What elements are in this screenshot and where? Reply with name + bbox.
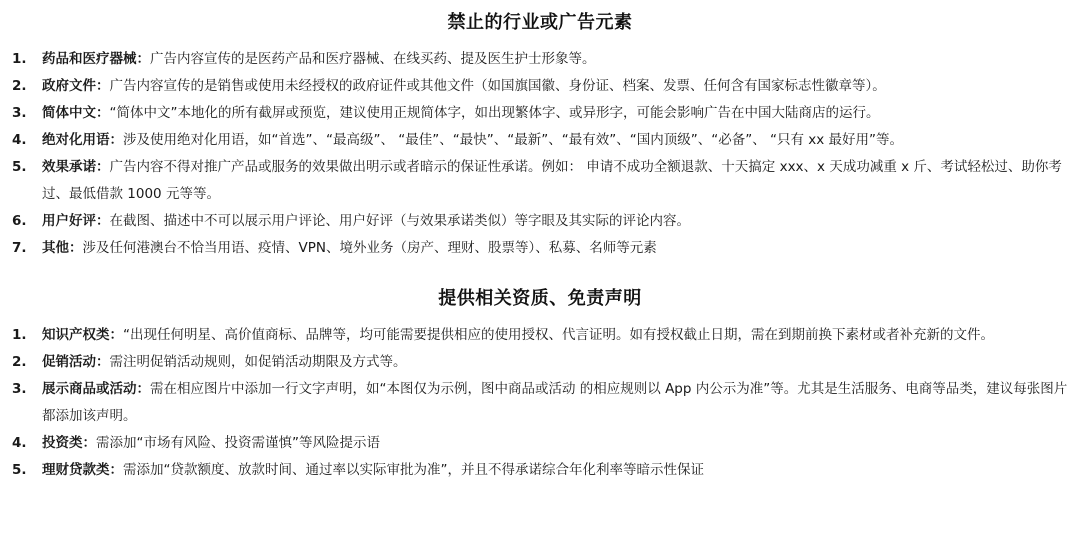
item-text: “出现任何明星、高价值商标、品牌等，均可能需要提供相应的使用授权、代言证明。如有授权截止日期，需在到期前换下素材或者补充新的文件。 — [123, 327, 994, 343]
item-text: 广告内容宣传的是医药产品和医疗器械、在线买药、提及医生护士形象等。 — [150, 51, 596, 67]
item-number: 2. — [12, 354, 27, 370]
item-number: 1. — [12, 327, 27, 343]
item-number: 3. — [12, 381, 27, 397]
list-item — [0, 430, 1080, 457]
item-text: 需注明促销活动规则，如促销活动期限及方式等。 — [109, 354, 407, 370]
list-item — [0, 322, 1080, 349]
item-term: 投资类： — [42, 435, 96, 451]
list-item — [0, 73, 1080, 100]
item-number: 4. — [12, 435, 27, 451]
list-item — [0, 349, 1080, 376]
prohibited-list — [0, 46, 1080, 262]
item-number: 7. — [12, 240, 27, 256]
item-number: 5. — [12, 462, 27, 478]
list-item — [0, 235, 1080, 262]
item-term: 政府文件： — [42, 78, 110, 94]
list-item — [0, 100, 1080, 127]
item-text: 在截图、描述中不可以展示用户评论、用户好评（与效果承诺类似）等字眼及其实际的评论内容。 — [109, 213, 690, 229]
item-number: 6. — [12, 213, 27, 229]
item-term: 其他： — [42, 240, 83, 256]
item-number: 5. — [12, 159, 27, 175]
list-item — [0, 46, 1080, 73]
list-item — [0, 154, 1080, 208]
qualifications-list — [0, 322, 1080, 484]
item-term: 促销活动： — [42, 354, 110, 370]
item-text: 需添加“市场有风险、投资需谨慎”等风险提示语 — [96, 435, 380, 451]
item-term: 简体中文： — [42, 105, 110, 121]
item-text: 涉及任何港澳台不恰当用语、疫情、VPN、境外业务（房产、理财、股票等）、私募、名师等元素 — [82, 240, 657, 256]
item-number: 3. — [12, 105, 27, 121]
list-item — [0, 376, 1080, 430]
item-text: “简体中文”本地化的所有截屏或预览，建议使用正规简体字，如出现繁体字、或异形字，可能会影响广告在中国大陆商店的运行。 — [109, 105, 880, 121]
list-item — [0, 457, 1080, 484]
item-term: 药品和医疗器械： — [42, 51, 150, 67]
list-item — [0, 127, 1080, 154]
item-text: 需添加“贷款额度、放款时间、通过率以实际审批为准”，并且不得承诺综合年化利率等暗示性保证 — [123, 462, 704, 478]
item-text: 需在相应图片中添加一行文字声明，如“本图仅为示例，图中商品或活动 的相应规则以 App 内公示为准”等。尤其是生活服务、电商等品类，建议每张图片都添加该声明。 — [42, 381, 1068, 424]
item-number: 1. — [12, 51, 27, 67]
section-title-prohibited: 禁止的行业或广告元素 — [447, 12, 633, 33]
section-title-qualifications: 提供相关资质、免责声明 — [438, 288, 642, 309]
item-number: 2. — [12, 78, 27, 94]
item-term: 效果承诺： — [42, 159, 110, 175]
item-term: 用户好评： — [42, 213, 110, 229]
item-term: 展示商品或活动： — [42, 381, 150, 397]
item-text: 广告内容宣传的是销售或使用未经授权的政府证件或其他文件（如国旗国徽、身份证、档案、发票、任何含有国家标志性徽章等）。 — [109, 78, 886, 94]
item-text: 涉及使用绝对化用语，如“首选”、“最高级”、 “最佳”、“最快”、“最新”、“最有效”、“国内顶级”、“必备”、 “只有 xx 最好用”等。 — [123, 132, 904, 148]
item-term: 绝对化用语： — [42, 132, 123, 148]
item-text: 广告内容不得对推广产品或服务的效果做出明示或者暗示的保证性承诺。例如： 申请不成功全额退款、十天搞定 xxx、x 天成功减重 x 斤、考试轻松过、助你考过、最低借款 1000 元等等。 — [42, 159, 1062, 202]
item-term: 理财贷款类： — [42, 462, 123, 478]
list-item — [0, 208, 1080, 235]
item-number: 4. — [12, 132, 27, 148]
item-term: 知识产权类： — [42, 327, 123, 343]
